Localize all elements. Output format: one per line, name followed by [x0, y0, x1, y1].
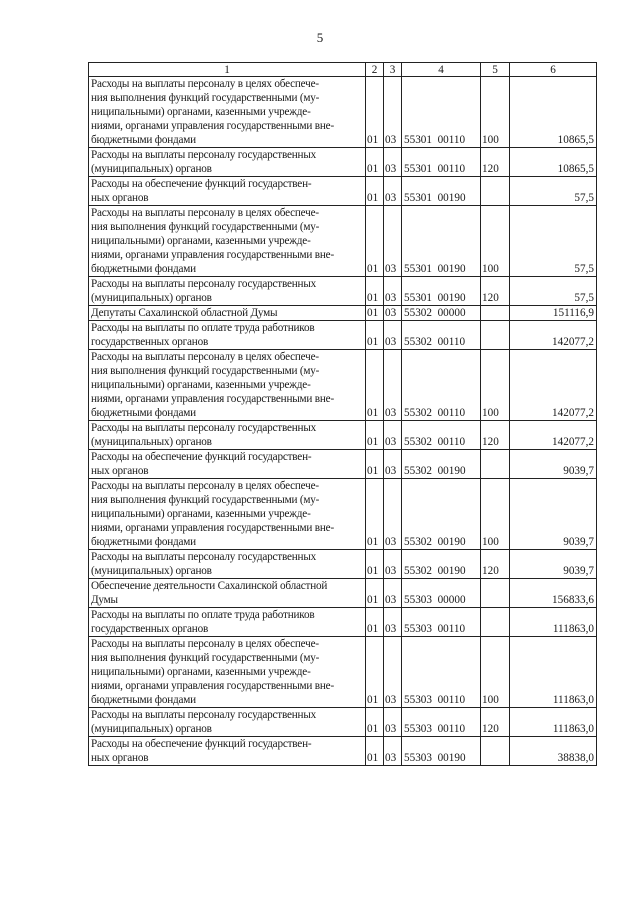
- cell-amount: 151116,9: [510, 306, 597, 321]
- cell-name: Расходы на обеспечение функций государствен- ных органов: [89, 450, 366, 479]
- cell-section: 01: [366, 479, 384, 550]
- table-row: [89, 350, 597, 421]
- cell-subsection: 03: [384, 206, 402, 277]
- cell-name: Расходы на обеспечение функций государствен- ных органов: [89, 737, 366, 766]
- header-cell-subsection: 3: [384, 63, 402, 77]
- cell-amount: 57,5: [510, 277, 597, 306]
- cell-amount: 111863,0: [510, 637, 597, 708]
- cell-amount: 142077,2: [510, 321, 597, 350]
- cell-name: Расходы на выплаты по оплате труда работников государственных органов: [89, 321, 366, 350]
- cell-target-code: 55301 00190: [402, 277, 481, 306]
- cell-expense-type: [481, 306, 510, 321]
- cell-section: 01: [366, 321, 384, 350]
- table-row: [89, 608, 597, 637]
- cell-amount: 156833,6: [510, 579, 597, 608]
- cell-amount: 142077,2: [510, 350, 597, 421]
- cell-section: 01: [366, 206, 384, 277]
- cell-section: 01: [366, 608, 384, 637]
- cell-section: 01: [366, 306, 384, 321]
- cell-section: 01: [366, 450, 384, 479]
- table-row: [89, 206, 597, 277]
- cell-name: Расходы на выплаты персоналу государственных (муниципальных) органов: [89, 550, 366, 579]
- header-row: [89, 63, 597, 77]
- cell-target-code: 55302 00110: [402, 421, 481, 450]
- cell-expense-type: 100: [481, 479, 510, 550]
- cell-target-code: 55303 00110: [402, 608, 481, 637]
- cell-expense-type: 100: [481, 206, 510, 277]
- cell-expense-type: 120: [481, 277, 510, 306]
- cell-expense-type: 100: [481, 77, 510, 148]
- cell-target-code: 55301 00190: [402, 177, 481, 206]
- cell-section: 01: [366, 277, 384, 306]
- table-row: [89, 479, 597, 550]
- cell-subsection: 03: [384, 306, 402, 321]
- cell-target-code: 55302 00000: [402, 306, 481, 321]
- budget-table: [88, 62, 597, 766]
- cell-target-code: 55301 00110: [402, 148, 481, 177]
- cell-amount: 9039,7: [510, 550, 597, 579]
- cell-subsection: 03: [384, 350, 402, 421]
- cell-target-code: 55303 00110: [402, 637, 481, 708]
- cell-expense-type: [481, 608, 510, 637]
- cell-name: Расходы на обеспечение функций государствен- ных органов: [89, 177, 366, 206]
- cell-name: Расходы на выплаты персоналу государственных (муниципальных) органов: [89, 277, 366, 306]
- cell-target-code: 55301 00110: [402, 77, 481, 148]
- cell-expense-type: 100: [481, 637, 510, 708]
- cell-section: 01: [366, 737, 384, 766]
- cell-subsection: 03: [384, 450, 402, 479]
- cell-section: 01: [366, 421, 384, 450]
- cell-section: 01: [366, 148, 384, 177]
- cell-subsection: 03: [384, 77, 402, 148]
- cell-subsection: 03: [384, 550, 402, 579]
- table-row: [89, 737, 597, 766]
- cell-name: Расходы на выплаты персоналу государственных (муниципальных) органов: [89, 421, 366, 450]
- cell-amount: 142077,2: [510, 421, 597, 450]
- table-row: [89, 550, 597, 579]
- table-row: [89, 306, 597, 321]
- table-row: [89, 77, 597, 148]
- cell-subsection: 03: [384, 637, 402, 708]
- cell-subsection: 03: [384, 479, 402, 550]
- cell-subsection: 03: [384, 277, 402, 306]
- cell-name: Обеспечение деятельности Сахалинской областной Думы: [89, 579, 366, 608]
- cell-expense-type: 120: [481, 708, 510, 737]
- cell-section: 01: [366, 637, 384, 708]
- cell-section: 01: [366, 579, 384, 608]
- cell-name: Расходы на выплаты персоналу в целях обеспече- ния выполнения функций государственными (му- ниципальными) органами, казенными учрежде- ниями, органами управления государственными вне- бюджетными фондами: [89, 206, 366, 277]
- cell-amount: 9039,7: [510, 479, 597, 550]
- cell-target-code: 55302 00110: [402, 321, 481, 350]
- cell-target-code: 55303 00000: [402, 579, 481, 608]
- table-row: [89, 637, 597, 708]
- cell-name: Расходы на выплаты по оплате труда работников государственных органов: [89, 608, 366, 637]
- cell-subsection: 03: [384, 708, 402, 737]
- cell-expense-type: [481, 579, 510, 608]
- table-row: [89, 450, 597, 479]
- header-cell-name: 1: [89, 63, 366, 77]
- cell-name: Расходы на выплаты персоналу государственных (муниципальных) органов: [89, 148, 366, 177]
- cell-expense-type: 120: [481, 148, 510, 177]
- table-row: [89, 148, 597, 177]
- cell-section: 01: [366, 77, 384, 148]
- cell-amount: 111863,0: [510, 608, 597, 637]
- table-row: [89, 321, 597, 350]
- cell-amount: 9039,7: [510, 450, 597, 479]
- table-row: [89, 421, 597, 450]
- cell-name: Депутаты Сахалинской областной Думы: [89, 306, 366, 321]
- cell-section: 01: [366, 708, 384, 737]
- cell-target-code: 55302 00190: [402, 450, 481, 479]
- cell-section: 01: [366, 350, 384, 421]
- cell-target-code: 55302 00190: [402, 479, 481, 550]
- cell-expense-type: 100: [481, 350, 510, 421]
- page-number: 5: [316, 30, 324, 45]
- cell-amount: 57,5: [510, 177, 597, 206]
- cell-target-code: 55302 00190: [402, 550, 481, 579]
- table-row: [89, 708, 597, 737]
- cell-target-code: 55301 00190: [402, 206, 481, 277]
- header-cell-section: 2: [366, 63, 384, 77]
- cell-subsection: 03: [384, 579, 402, 608]
- cell-target-code: 55303 00110: [402, 708, 481, 737]
- cell-amount: 57,5: [510, 206, 597, 277]
- cell-amount: 10865,5: [510, 148, 597, 177]
- cell-name: Расходы на выплаты персоналу государственных (муниципальных) органов: [89, 708, 366, 737]
- cell-section: 01: [366, 177, 384, 206]
- cell-subsection: 03: [384, 321, 402, 350]
- cell-expense-type: [481, 177, 510, 206]
- table-row: [89, 579, 597, 608]
- cell-name: Расходы на выплаты персоналу в целях обеспече- ния выполнения функций государственными (му- ниципальными) органами, казенными учрежде- ниями, органами управления государственными вне- бюджетными фондами: [89, 350, 366, 421]
- cell-amount: 111863,0: [510, 708, 597, 737]
- table-header: [89, 63, 597, 77]
- cell-target-code: 55303 00190: [402, 737, 481, 766]
- cell-expense-type: [481, 737, 510, 766]
- cell-name: Расходы на выплаты персоналу в целях обеспече- ния выполнения функций государственными (му- ниципальными) органами, казенными учрежде- ниями, органами управления государственными вне- бюджетными фондами: [89, 479, 366, 550]
- cell-expense-type: [481, 450, 510, 479]
- table-row: [89, 277, 597, 306]
- cell-subsection: 03: [384, 608, 402, 637]
- cell-subsection: 03: [384, 177, 402, 206]
- cell-name: Расходы на выплаты персоналу в целях обеспече- ния выполнения функций государственными (му- ниципальными) органами, казенными учрежде- ниями, органами управления государственными вне- бюджетными фондами: [89, 77, 366, 148]
- cell-amount: 38838,0: [510, 737, 597, 766]
- table-row: [89, 177, 597, 206]
- cell-name: Расходы на выплаты персоналу в целях обеспече- ния выполнения функций государственными (му- ниципальными) органами, казенными учрежде- ниями, органами управления государственными вне- бюджетными фондами: [89, 637, 366, 708]
- cell-expense-type: [481, 321, 510, 350]
- header-cell-expense-type: 5: [481, 63, 510, 77]
- cell-section: 01: [366, 550, 384, 579]
- header-cell-target-code: 4: [402, 63, 481, 77]
- cell-target-code: 55302 00110: [402, 350, 481, 421]
- cell-subsection: 03: [384, 148, 402, 177]
- cell-amount: 10865,5: [510, 77, 597, 148]
- cell-expense-type: 120: [481, 550, 510, 579]
- cell-subsection: 03: [384, 737, 402, 766]
- header-cell-amount: 6: [510, 63, 597, 77]
- cell-subsection: 03: [384, 421, 402, 450]
- cell-expense-type: 120: [481, 421, 510, 450]
- table-body: [89, 77, 597, 766]
